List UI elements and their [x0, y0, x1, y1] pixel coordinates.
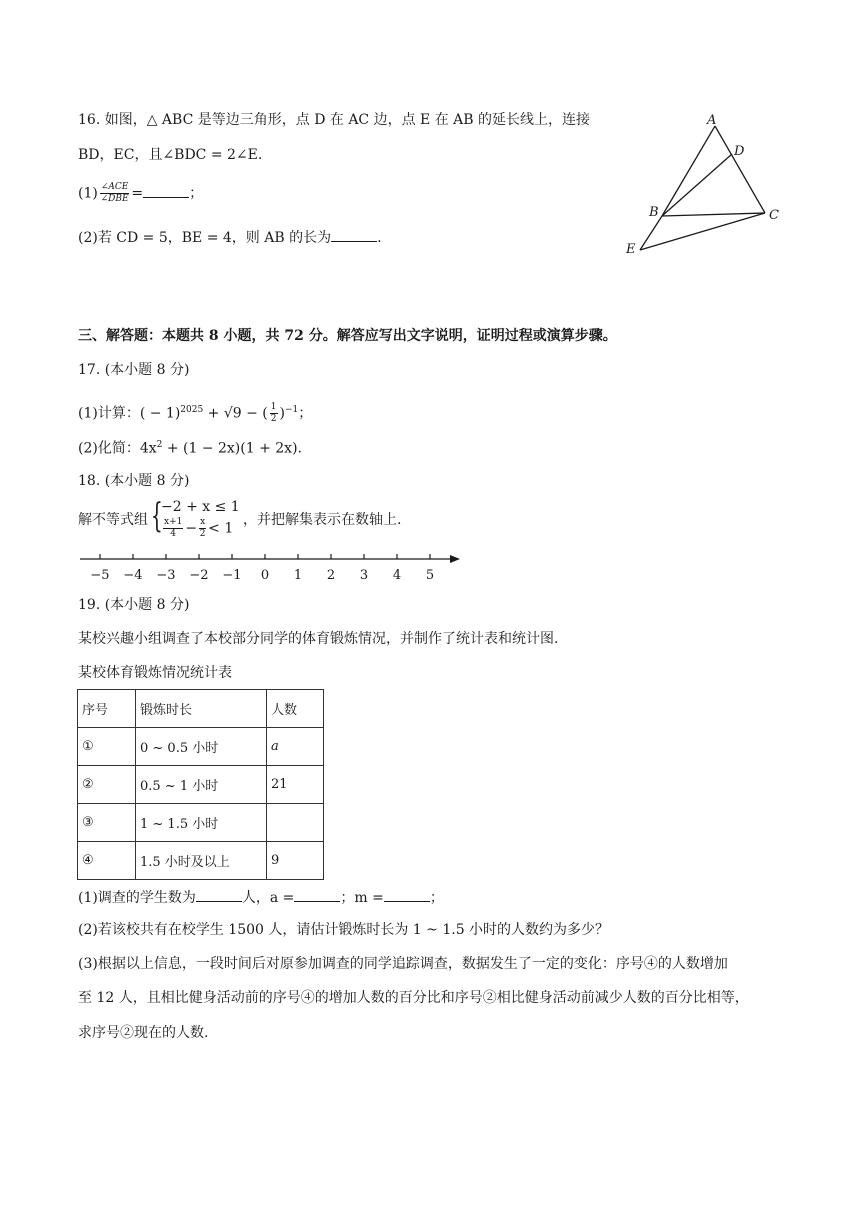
q16-line2: BD，EC，且∠BDC = 2∠E. — [78, 147, 263, 163]
q17-part1-denominator: 2 — [270, 414, 277, 424]
table-header-cell: 锻炼时长 — [136, 690, 267, 728]
number-line-tick-label: 0 — [260, 568, 270, 583]
q18-ineq2-numerator1: x+1 — [164, 517, 183, 527]
q19-part2: (2)若该校共有在校学生 1500 人，请估计锻炼时长为 1 ~ 1.5 小时的人数约为多少？ — [78, 922, 610, 938]
q18-ineq2-minus: − — [185, 520, 198, 537]
edge-ac — [715, 126, 765, 213]
q18-inequality-1: −2 + x ≤ 1 — [161, 499, 240, 515]
q17-part2-exponent: 2 — [156, 440, 163, 450]
table-cell: ② — [78, 766, 136, 804]
table-cell: 0 ~ 0.5 小时 — [136, 728, 267, 766]
q16-part1-answer-blank — [143, 185, 189, 198]
m-value-blank — [384, 889, 430, 902]
triangle-figure — [615, 110, 790, 260]
number-line-arrow — [450, 555, 460, 563]
segment-bd — [662, 154, 732, 216]
q18-ineq2-fraction2 — [199, 517, 206, 540]
table-row — [78, 766, 324, 804]
q16-part1 — [78, 182, 203, 205]
q17-part1-close: ) — [279, 405, 285, 422]
q16-part2-answer-blank — [331, 229, 377, 242]
table-row — [78, 842, 324, 880]
q18-header: 18. (本小题 8 分) — [78, 473, 190, 489]
q18-ineq2-denominator2: 2 — [199, 529, 206, 539]
number-line-tick-label: 3 — [359, 568, 369, 583]
q17-part1-text: (1)计算：( − 1) — [78, 405, 181, 422]
q16-part1-denominator: ∠DBE — [100, 194, 129, 204]
exercise-stats-table — [77, 689, 324, 880]
table-cell: ④ — [78, 842, 136, 880]
a-value-blank — [294, 889, 340, 902]
q17-part2-rest: + (1 − 2x)(1 + 2x). — [162, 440, 302, 457]
student-count-blank — [196, 889, 242, 902]
edge-bc — [662, 213, 765, 216]
table-cell: 0.5 ~ 1 小时 — [136, 766, 267, 804]
q17-part1-exponent: 2025 — [180, 404, 204, 415]
q19-part1-b: 人，a = — [241, 890, 295, 906]
q16-part1-fraction — [100, 182, 130, 205]
table-cell — [267, 804, 324, 842]
label-a: A — [707, 113, 717, 128]
q17-part2-text: (2)化简：4x — [78, 440, 157, 457]
table-cell: ① — [78, 728, 136, 766]
q19-part3-line1: (3)根据以上信息，一段时间后对原参加调查的同学追踪调查，数据发生了一定的变化：序号④的人数增加 — [78, 956, 728, 972]
label-b: B — [649, 205, 659, 220]
table-cell: a — [267, 728, 324, 766]
q16-part2-end: . — [377, 230, 382, 246]
table-header-row — [78, 690, 324, 728]
number-line-tick-label: −1 — [222, 568, 242, 583]
table-row — [78, 804, 324, 842]
table-cell: ③ — [78, 804, 136, 842]
table-cell: 1.5 小时及以上 — [136, 842, 267, 880]
q19-header: 19. (本小题 8 分) — [78, 597, 190, 613]
table-header-cell: 序号 — [78, 690, 136, 728]
label-d: D — [734, 144, 745, 159]
edge-ab — [662, 126, 715, 216]
number-line-tick-label: −3 — [156, 568, 176, 583]
number-line — [78, 548, 468, 588]
q16-part1-prefix: (1) — [78, 185, 98, 202]
q16-part1-equals: = — [131, 185, 144, 202]
section-three-heading: 三、解答题：本题共 8 小题，共 72 分。解答应写出文字说明，证明过程或演算步骤。 — [78, 328, 617, 344]
q19-part3-line3: 求序号②现在的人数. — [78, 1025, 209, 1041]
q17-part1-mid: + √9 − ( — [203, 405, 268, 422]
q19-part1-d: ； — [429, 890, 444, 906]
q17-part2 — [78, 441, 302, 456]
table-cell: 9 — [267, 842, 324, 880]
number-line-tick-label: −5 — [90, 568, 110, 583]
q18-ineq2-numerator2: x — [200, 517, 206, 527]
number-line-tick-label: −2 — [189, 568, 209, 583]
q18-prefix: 解不等式组 — [78, 512, 148, 528]
number-line-tick-label: 4 — [392, 568, 402, 583]
segment-ec — [640, 213, 765, 250]
q17-part1 — [78, 402, 312, 425]
q16-part2-text: (2)若 CD = 5，BE = 4，则 AB 的长为 — [78, 230, 332, 246]
table-row — [78, 728, 324, 766]
q17-part1-numerator: 1 — [270, 402, 277, 412]
q17-part1-fraction — [270, 402, 278, 425]
q19-part1 — [78, 889, 444, 905]
label-e: E — [626, 242, 636, 257]
number-line-tick-label: 2 — [326, 568, 336, 583]
number-line-tick-label: 1 — [293, 568, 303, 583]
q19-intro: 某校兴趣小组调查了本校部分同学的体育锻炼情况，并制作了统计表和统计图. — [78, 631, 559, 647]
table-cell: 1 ~ 1.5 小时 — [136, 804, 267, 842]
q18-ineq2-denominator1: 4 — [170, 529, 177, 539]
q17-part1-end: ； — [298, 405, 313, 422]
q18-inequality-2 — [161, 517, 233, 540]
table-cell: 21 — [267, 766, 324, 804]
q19-part1-a: (1)调查的学生数为 — [78, 890, 196, 906]
q16-part1-end: ； — [189, 185, 204, 202]
number-line-tick-label: −4 — [123, 568, 143, 583]
table-header-cell: 人数 — [267, 690, 324, 728]
q16-line1: 16. 如图，△ ABC 是等边三角形，点 D 在 AC 边，点 E 在 AB 的延长线上，连接 — [78, 112, 591, 128]
q19-part3-line2: 至 12 人，且相比健身活动前的序号④的增加人数的百分比和序号②相比健身活动前减少人数的百分比相等， — [78, 990, 749, 1006]
q17-part1-exponent2: −1 — [284, 404, 299, 415]
q18-ineq2-tail: < 1 — [208, 520, 234, 537]
q17-header: 17. (本小题 8 分) — [78, 362, 190, 378]
label-c: C — [769, 208, 779, 223]
q18-ineq2-fraction1 — [163, 517, 183, 540]
number-line-tick-label: 5 — [425, 568, 435, 583]
q19-table-title: 某校体育锻炼情况统计表 — [78, 665, 232, 681]
q18-suffix: ，并把解集表示在数轴上. — [243, 512, 402, 528]
q16-part2 — [78, 229, 382, 245]
system-brace: { — [150, 496, 163, 536]
q19-part1-c: ；m = — [340, 890, 384, 906]
q16-part1-numerator: ∠ACE — [100, 182, 129, 192]
